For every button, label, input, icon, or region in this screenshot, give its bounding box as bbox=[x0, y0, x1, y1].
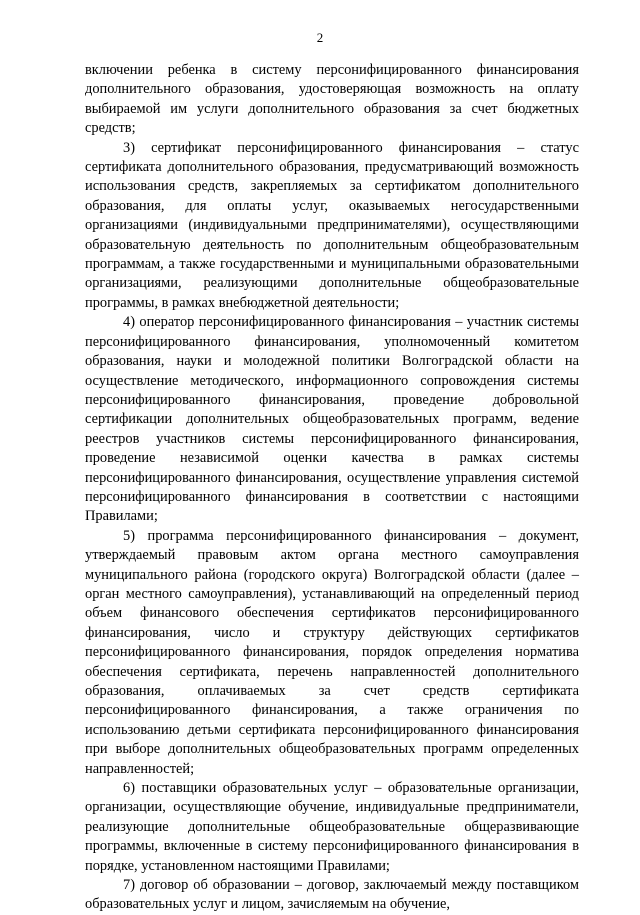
paragraph-item-4: 4) оператор персонифицированного финансирования – участник системы персонифицированного финансирования, уполномоченный комитетом образования, науки и молодежной политики Волгоградской области на осуществление методического, информационного сопровождения системы персонифицированного финансирования, проведение добровольной сертификации дополнительных общеобразовательных программ, ведение реестров участников системы персонифицированного финансирования, проведение независимой оценки качества в рамках системы персонифицированного финансирования, осуществление управления системой персонифицированного финансирования в соответствии с настоящими Правилами; bbox=[85, 314, 579, 525]
paragraph-item-6: 6) поставщики образовательных услуг – образовательные организации, организации, осуществляющие обучение, индивидуальные предприниматели, реализующие дополнительные общеобразовательные общеразвивающие программы, включенные в систему персонифицированного финансирования в порядке, установленном настоящими Правилами; bbox=[85, 780, 579, 874]
paragraph-item-5: 5) программа персонифицированного финансирования – документ, утверждаемый правовым актом органа местного самоуправления муниципального района (городского округа) Волгоградской области (далее – орган местного самоуправления), устанавливающий на определенный период объем финансового обеспечения сертификатов персонифицированного финансирования, число и структуру действующих сертификатов персонифицированного финансирования, порядок определения норматива обеспечения сертификата, перечень направленностей дополнительного образования, оплачиваемых за счет средств сертификата персонифицированного финансирования, а также ограничения по использованию детьми сертификата персонифицированного финансирования при выборе дополнительных общеобразовательных программ определенных направленностей; bbox=[85, 527, 579, 777]
paragraph-item-7: 7) договор об образовании – договор, заключаемый между поставщиком образовательных услуг и лицом, зачисляемым на обучение, bbox=[85, 877, 579, 913]
paragraph-continuation: включении ребенка в систему персонифицированного финансирования дополнительного образования, удостоверяющая возможность на оплату выбираемой им услуги дополнительного образования за счет бюджетных средств; bbox=[85, 62, 579, 137]
paragraph-item-3: 3) сертификат персонифицированного финансирования – статус сертификата дополнительного образования, предусматривающий возможность использования средств, закрепляемых за сертификатом дополнительного образования, для оплаты услуг, оказываемых негосударственными организациями (индивидуальными предпринимателями), осуществляющими образовательную деятельность по дополнительным общеобразовательным программам, а также государственными и муниципальными образовательными организациями, реализующими дополнительные общеобразовательные программы, в рамках внебюджетной деятельности; bbox=[85, 139, 579, 311]
document-body bbox=[85, 61, 579, 915]
page-number: 2 bbox=[316, 30, 324, 45]
